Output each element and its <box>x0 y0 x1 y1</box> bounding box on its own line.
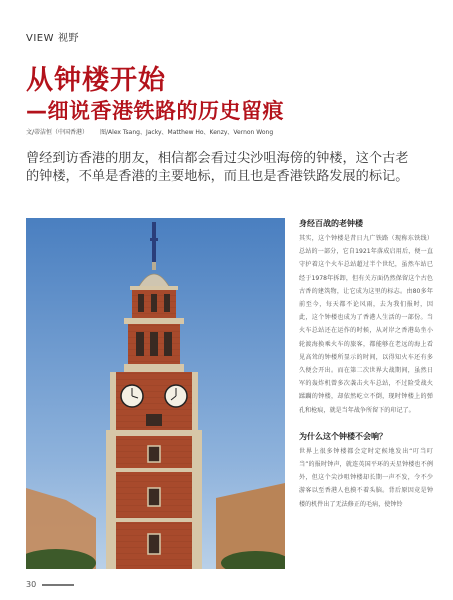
section-heading: 身经百战的老钟楼 <box>299 219 363 228</box>
body-paragraph: 其实，这个钟楼是昔日九广铁路（现称东铁线）总站的一部分，它自1921年落成启用后，便一直守护着这个火车总站超过半个世纪，虽然车站已经于1978年拆卸，但有关方面仍然保留这个古色古香的建筑物，让它成为这里的标志。由80多年前至今，每天都不论风雨，去为我们报时，因此，这个钟楼也成为了香港人生活的一部份。当火车总站还在运作的时候，从对岸之香港岛坐小轮渡海换乘火车的旅客，都能够在老远的海上看见高耸的钟楼所显示的时间，以得知火车还有多久便会开出。而在第二次世界大战期间，虽然日军的轰炸机曾多次袭击火车总站，不过险受战火蹂躏的钟楼，却依然屹立不倒，现时钟楼上的弹孔和枪痕，就是当年战争所留下的印记了。 <box>299 235 433 414</box>
body-paragraph: 世界上很多钟楼都会定时定候地发出“叮当叮当”的报时钟声，就连英国平环的天星钟楼也不例外，但这个尖沙咀钟楼却长期一声不发，令不少游客以至香港人也摸不着头脑。背后原因竟是钟楼的机件出了无法修正的毛病，使钟铃 <box>299 447 433 508</box>
section-heading: 为什么这个钟楼不会响？ <box>299 431 387 441</box>
section-label-en: VIEW <box>26 33 54 44</box>
byline-author: 文/蒂洁恒（中国香港） <box>26 129 89 136</box>
page-number-bar <box>42 584 74 586</box>
byline <box>26 127 285 136</box>
article-body <box>299 218 433 511</box>
article-subtitle: —细说香港铁路的历史留痕 <box>26 99 284 123</box>
article-title: 从钟楼开始 <box>26 65 166 96</box>
clock-tower-photo <box>26 218 285 569</box>
byline-photos: 图/Alex Tsang、Jacky、Matthew Ho、Kenzy、Vernon Wong <box>100 129 274 136</box>
lead-paragraph: 曾经到访香港的朋友，相信都会看过尖沙咀海傍的钟楼，这个古老的钟楼，不单是香港的主要地标，而且也是香港铁路发展的标记。 <box>26 151 409 184</box>
page-number: 30 <box>26 580 37 589</box>
section-label <box>26 29 79 44</box>
section-label-zh: 视野 <box>58 33 79 44</box>
